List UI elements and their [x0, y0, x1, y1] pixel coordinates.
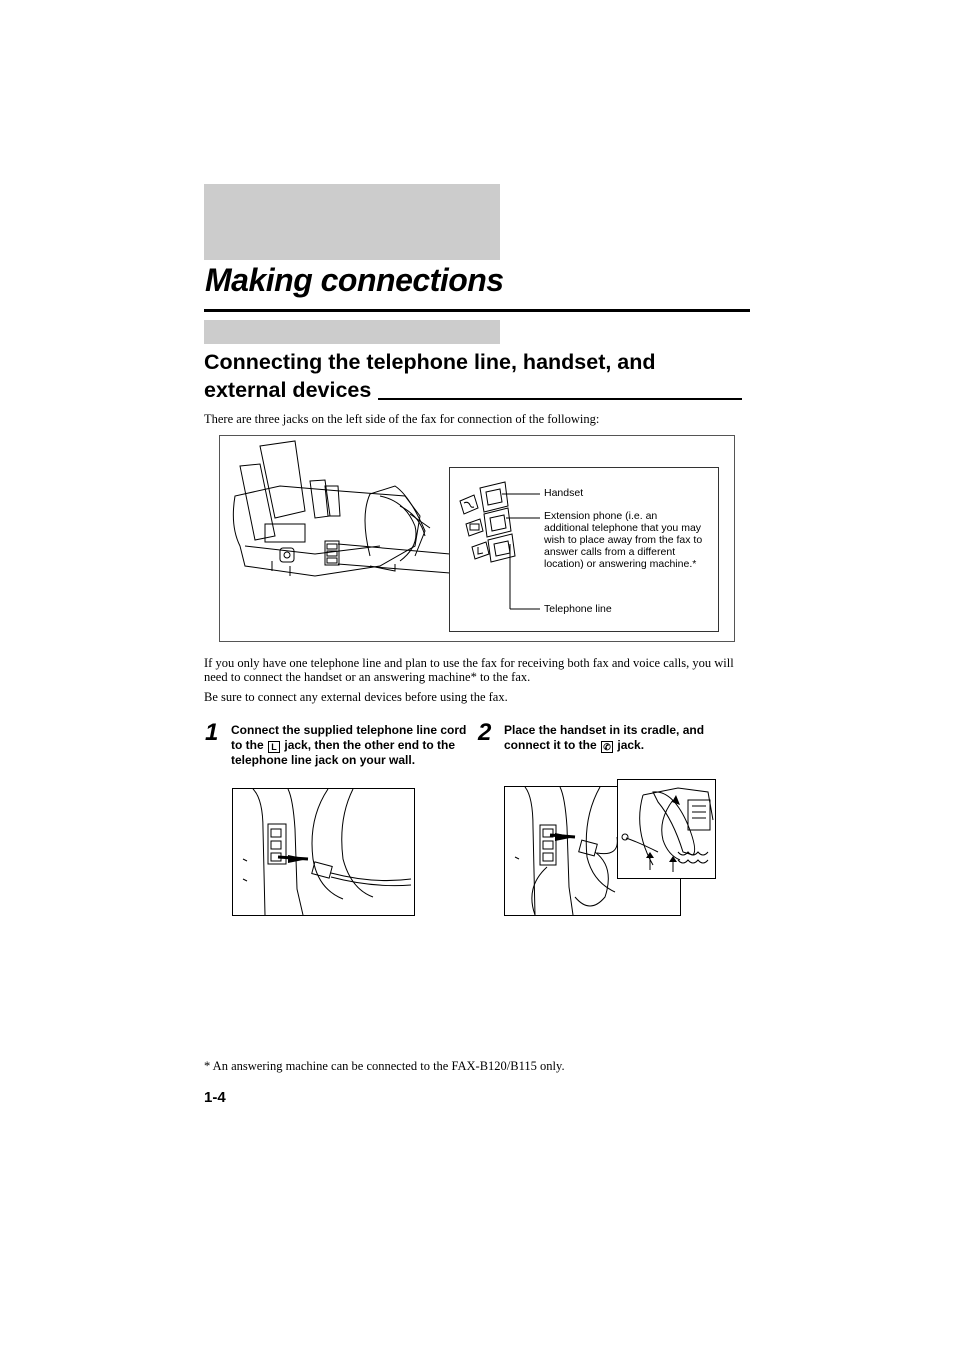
callout-telephone-line: Telephone line: [544, 603, 612, 615]
intro-text: There are three jacks on the left side of the fax for connection of the following:: [204, 412, 600, 426]
callout-handset: Handset: [544, 487, 584, 499]
heading-rule: [378, 398, 742, 400]
step-2-text: [504, 723, 724, 753]
handset-cradle-illustration: [618, 780, 715, 878]
chapter-title: Making connections: [205, 262, 504, 298]
section-header-band: [204, 320, 500, 344]
step-2-text-b: jack.: [617, 737, 645, 752]
step-1-text-a: Connect the supplied telephone line cord to the: [231, 723, 467, 752]
jack-detail-inset: [449, 467, 719, 632]
callout-extension-line-5: location) or answering machine.*: [544, 558, 697, 570]
step-1-text: [231, 723, 467, 767]
section-heading-line-1: Connecting the telephone line, handset, and: [204, 350, 656, 374]
chapter-header-band: [204, 184, 500, 260]
handset-cradle-inset: [617, 779, 716, 879]
step-1-number: 1: [205, 719, 219, 746]
paragraph-external-devices: Be sure to connect any external devices before using the fax.: [204, 690, 508, 704]
footnote: * An answering machine can be connected to the FAX-B120/B115 only.: [204, 1059, 565, 1073]
callout-extension-phone: [544, 510, 716, 570]
telephone-line-jack-icon: L: [268, 741, 280, 753]
section-heading: [204, 348, 764, 404]
callout-extension-line-3: wish to place away from the fax to: [544, 534, 703, 546]
step-2-text-a: Place the handset in its cradle, and connect it to the: [504, 723, 705, 752]
paragraph-one-line: If you only have one telephone line and plan to use the fax for receiving both fax and voice calls, you will need to connect the handset or an answering machine* to the fax.: [204, 656, 734, 684]
line-cord-connection-illustration: [233, 789, 414, 915]
handset-jack-icon: ✆: [601, 741, 613, 753]
callout-extension-line-4: answer calls from a different: [544, 546, 676, 558]
title-rule: [204, 309, 750, 312]
callout-extension-line-2: additional telephone that you may: [544, 522, 702, 534]
step-1-figure: [232, 788, 415, 916]
section-heading-line-2: external devices: [204, 378, 372, 402]
step-2-number: 2: [478, 719, 492, 746]
callout-extension-line-1: Extension phone (i.e. an: [544, 510, 658, 522]
page-number: 1-4: [204, 1089, 226, 1106]
step-1-text-b: jack, then the other end to the telephone line jack on your wall.: [231, 737, 456, 767]
